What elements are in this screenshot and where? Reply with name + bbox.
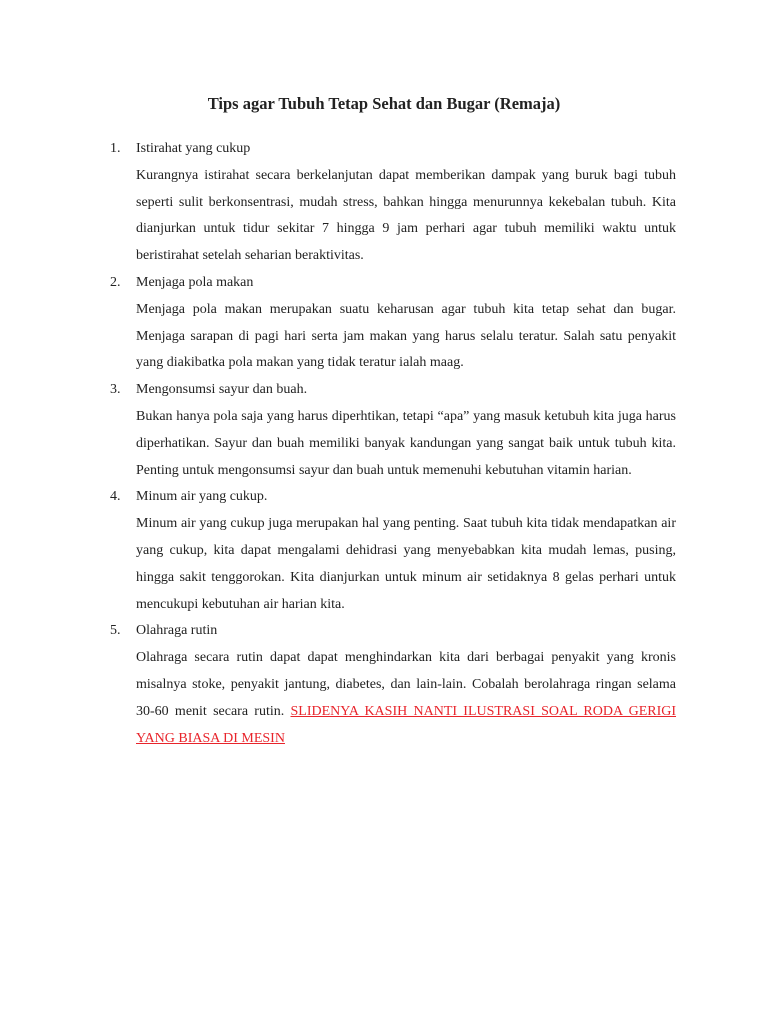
tips-list [110,136,676,752]
tip-body-text: Olahraga secara rutin dapat dapat menghindarkan kita dari berbagai penyakit yang kronis misalnya stoke, penyakit jantung, diabetes, dan lain-lain. Cobalah berolahraga ringan selama 30-60 menit secara rutin. [136,650,676,719]
tip-body: Bukan hanya pola saja yang harus diperhtikan, tetapi “apa” yang masuk ketubuh kita juga harus diperhatikan. Sayur dan buah memiliki banyak kandungan yang sangat baik untuk tubuh kita. Penting untuk mengonsumsi sayur dan buah untuk memenuhi kebutuhan vitamin harian. [136,408,676,478]
tip-item-2 [110,270,676,377]
tip-body-with-note [136,645,676,752]
tip-item-3 [110,377,676,484]
tip-number: 5. [110,623,121,639]
tip-item-4 [110,484,676,618]
tip-body: Kurangnya istirahat secara berkelanjutan dapat memberikan dampak yang buruk bagi tubuh seperti sulit berkonsentrasi, mudah stress, bahkan hingga menurunnya kekebalan tubuh. Kita dianjurkan untuk tidur sekitar 7 hingga 9 jam perhari agar tubuh memiliki waktu untuk beristirahat setelah seharian beraktivitas. [136,167,676,264]
tip-heading: Olahraga rutin [136,623,218,639]
tip-body: Menjaga pola makan merupakan suatu keharusan agar tubuh kita tetap sehat dan bugar. Menjaga sarapan di pagi hari serta jam makan yang harus selalu teratur. Salah satu penyakit yang diakibatka pola makan yang tidak teratur ialah maag. [136,301,676,371]
tip-number: 1. [110,141,121,156]
tip-body: Minum air yang cukup juga merupakan hal yang penting. Saat tubuh kita tidak mendapatkan air yang cukup, kita dapat mengalami dehidrasi yang menyebabkan kita mudah lemas, pusing, hingga sakit tenggorokan. Kita dianjurkan untuk minum air setidaknya 8 gelas perhari untuk mencukupi kebutuhan air harian kita. [136,516,676,612]
tip-number: 4. [110,489,121,505]
tip-number: 3. [110,382,121,398]
editor-note: SLIDENYA KASIH NANTI ILUSTRASI SOAL RODA GERIGI YANG BIASA DI MESIN [136,703,677,746]
tip-heading: Minum air yang cukup. [136,489,268,505]
tip-item-5 [110,618,676,752]
tip-number: 2. [110,274,121,290]
tip-heading: Istirahat yang cukup [136,141,251,156]
tip-heading: Menjaga pola makan [136,274,254,290]
tip-heading: Mengonsumsi sayur dan buah. [136,382,308,398]
tip-item-1 [110,136,676,270]
document-title: Tips agar Tubuh Tetap Sehat dan Bugar (Remaja) [207,94,561,113]
